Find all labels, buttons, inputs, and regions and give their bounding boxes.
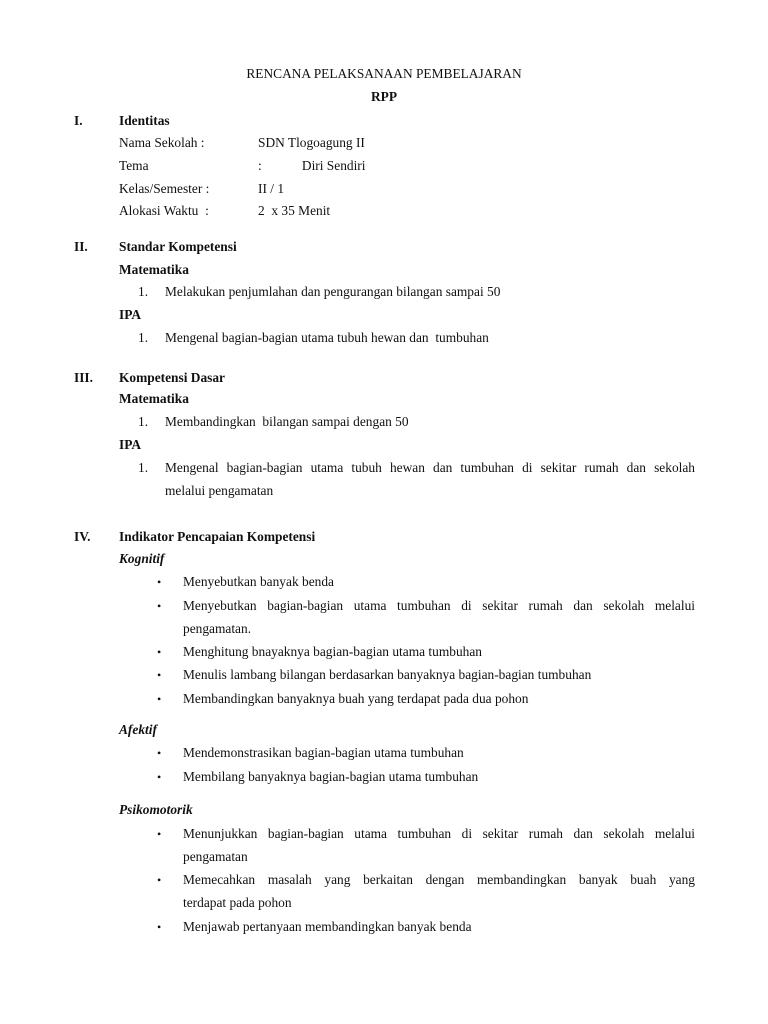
bullet-item: Memecahkan masalah yang berkaitan dengan membandingkan banyak buah yang (183, 872, 695, 887)
section-3-numeral: III. (74, 370, 93, 385)
identity-label: Kelas/Semester : (119, 181, 210, 196)
bullet-item: Menjawab pertanyaan membandingkan banyak benda (183, 919, 472, 934)
bullet-item: Menyebutkan banyak benda (183, 574, 334, 589)
section-2-heading: Standar Kompetensi (119, 239, 237, 254)
bullet: • (157, 668, 162, 682)
bullet: • (157, 575, 162, 589)
section-3-heading: Kompetensi Dasar (119, 370, 226, 385)
list-item: Mengenal bagian-bagian utama tubuh hewan dan tumbuhan (165, 330, 489, 345)
section-1-numeral: I. (74, 113, 83, 128)
list-number: 1. (138, 284, 149, 299)
bullet-item-continuation: pengamatan (183, 849, 248, 864)
list-item-continuation: melalui pengamatan (165, 483, 274, 498)
section-1-heading: Identitas (119, 113, 170, 128)
domain-heading-afektif: Afektif (119, 722, 157, 737)
bullet-item: Membandingkan banyaknya buah yang terdapat pada dua pohon (183, 691, 529, 706)
section-2-numeral: II. (74, 239, 88, 254)
subject-heading: IPA (119, 307, 142, 322)
bullet-item: Menunjukkan bagian-bagian utama tumbuhan di sekitar rumah dan sekolah melalui (183, 826, 695, 841)
subject-heading: Matematika (119, 391, 189, 406)
section-4-numeral: IV. (74, 529, 91, 544)
bullet-item-continuation: pengamatan. (183, 621, 252, 636)
section-4-heading: Indikator Pencapaian Kompetensi (119, 529, 316, 544)
list-number: 1. (138, 414, 149, 429)
doc-title: RENCANA PELAKSANAAN PEMBELAJARAN (246, 66, 522, 81)
list-number: 1. (138, 460, 149, 475)
bullet: • (157, 599, 162, 613)
list-item: Melakukan penjumlahan dan pengurangan bilangan sampai 50 (165, 284, 501, 299)
bullet: • (157, 827, 162, 841)
bullet: • (157, 873, 162, 887)
identity-value: II / 1 (258, 181, 285, 196)
identity-label: Nama Sekolah : (119, 135, 205, 150)
doc-subtitle: RPP (370, 89, 398, 104)
bullet: • (157, 746, 162, 760)
identity-value: SDN Tlogoagung II (258, 135, 365, 150)
bullet: • (157, 920, 162, 934)
list-item: Membandingkan bilangan sampai dengan 50 (165, 414, 409, 429)
identity-value: : Diri Sendiri (258, 158, 366, 173)
subject-heading: IPA (119, 437, 142, 452)
domain-heading-psikomotorik: Psikomotorik (119, 802, 193, 817)
domain-heading-kognitif: Kognitif (119, 551, 165, 566)
identity-label: Tema (119, 158, 149, 173)
bullet-item: Mendemonstrasikan bagian-bagian utama tumbuhan (183, 745, 464, 760)
bullet: • (157, 645, 162, 659)
bullet-item: Menyebutkan bagian-bagian utama tumbuhan di sekitar rumah dan sekolah melalui (183, 598, 695, 613)
bullet: • (157, 770, 162, 784)
bullet-item: Membilang banyaknya bagian-bagian utama tumbuhan (183, 769, 479, 784)
bullet: • (157, 692, 162, 706)
subject-heading: Matematika (119, 262, 189, 277)
bullet-item: Menghitung bnayaknya bagian-bagian utama tumbuhan (183, 644, 482, 659)
identity-label: Alokasi Waktu : (119, 203, 209, 218)
bullet-item-continuation: terdapat pada pohon (183, 895, 292, 910)
list-number: 1. (138, 330, 149, 345)
bullet-item: Menulis lambang bilangan berdasarkan banyaknya bagian-bagian tumbuhan (183, 667, 592, 682)
list-item: Mengenal bagian-bagian utama tubuh hewan dan tumbuhan di sekitar rumah dan sekolah (165, 460, 695, 475)
identity-value: 2 x 35 Menit (258, 203, 331, 218)
